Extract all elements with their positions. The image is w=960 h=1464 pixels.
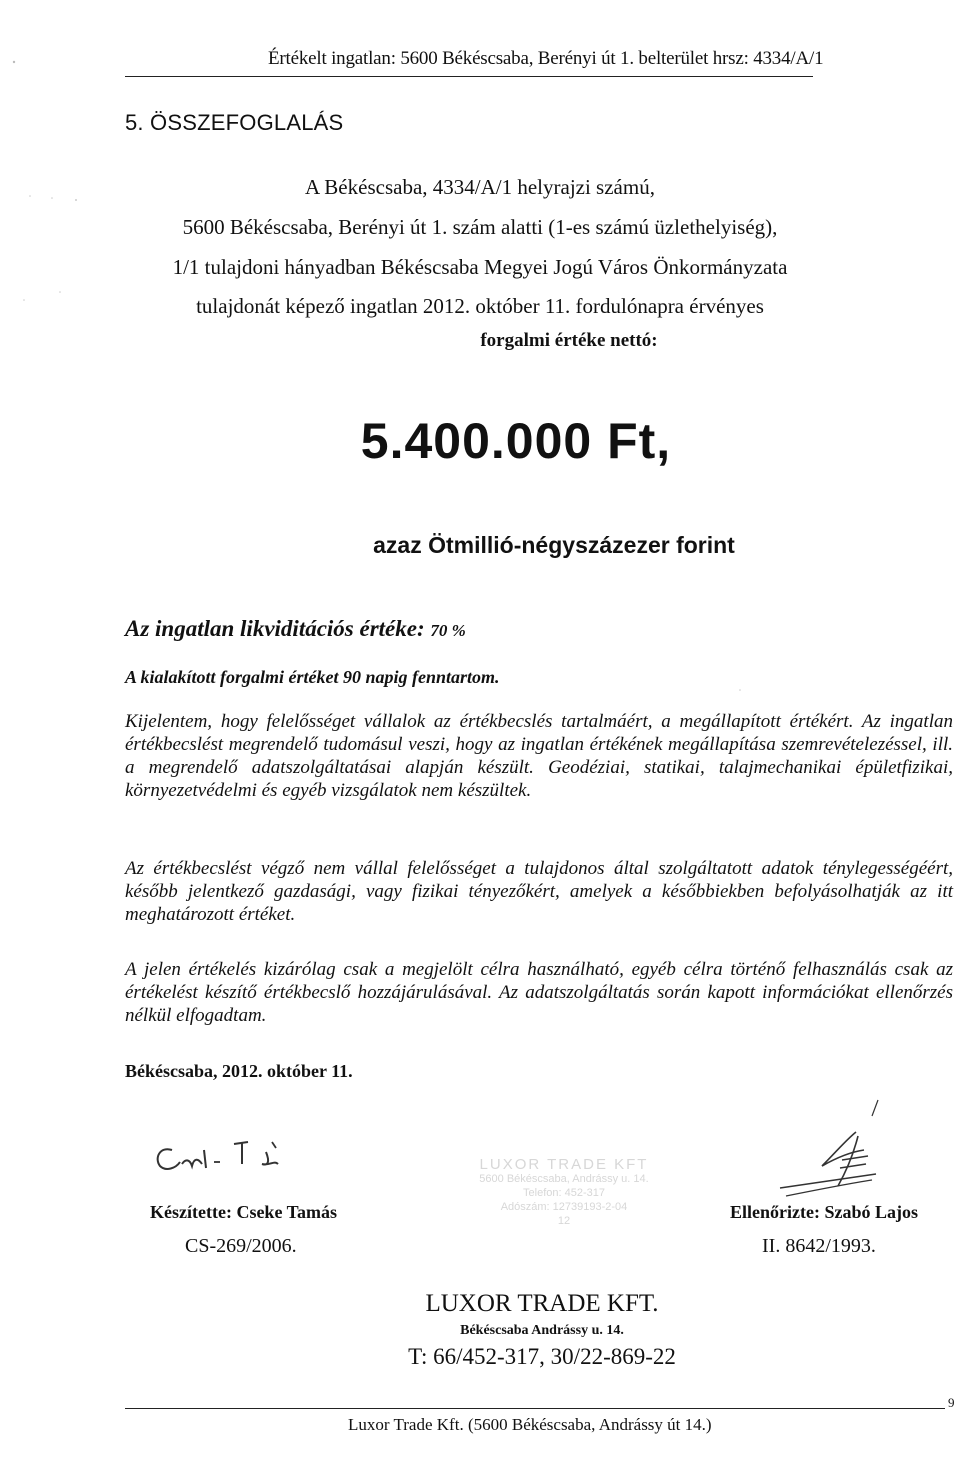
section-title: 5. ÖSSZEFOGLALÁS — [125, 110, 344, 135]
paragraph-usage: A jelen értékelés kizárólag csak a megjelölt célra használható, egyéb célra történő felhasználás csak az értékelést készítő értékbecslő hozzájárulásával. Az adatszolgáltatás során kapott információkat ellenőrzés nélkül elfogadtam. — [125, 959, 953, 1026]
company-name: LUXOR TRADE KFT. — [425, 1290, 659, 1317]
page-footer: Luxor Trade Kft. (5600 Békéscsaba, Andrássy út 14.) — [348, 1415, 712, 1434]
value-label: forgalmi értéke nettó: — [480, 330, 658, 351]
checked-by-label: Ellenőrizte: Szabó Lajos — [730, 1202, 918, 1222]
company-phone: T: 66/452-317, 30/22-869-22 — [408, 1344, 676, 1369]
intro-line-1: A Békéscsaba, 4334/A/1 helyrajzi számú, — [305, 175, 655, 199]
page-number: 9 — [948, 1395, 955, 1410]
keep-statement: A kialakított forgalmi értéket 90 napig fenntartom. — [125, 667, 500, 687]
market-value-amount: 5.400.000 Ft, — [360, 413, 672, 469]
intro-line-3: 1/1 tulajdoni hányadban Békéscsaba Megyei Jogú Város Önkormányzata — [172, 255, 788, 279]
market-value-words: azaz Ötmillió-négyszázezer forint — [373, 532, 735, 558]
stamp-line-5: 12 — [557, 1215, 571, 1227]
intro-line-2: 5600 Békéscsaba, Berényi út 1. szám alatti (1-es számú üzlethelyiség), — [182, 215, 778, 239]
paragraph-disclaimer: Az értékbecslést végző nem vállal felelősséget a tulajdonos által szolgáltatott adatok ténylegességéért, később jelentkező gazdasági, vagy fizikai tényezőkért, amelyek a későbbiekben befolyásolhatják az itt meghatározott értéket. — [125, 858, 953, 925]
checked-by-id: II. 8642/1993. — [762, 1235, 876, 1257]
liquidation-percent: 70 % — [430, 621, 466, 640]
place-date: Békéscsaba, 2012. október 11. — [125, 1061, 353, 1081]
stamp-line-1: LUXOR TRADE KFT — [479, 1156, 649, 1173]
page-header: Értékelt ingatlan: 5600 Békéscsaba, Berényi út 1. belterület hrsz: 4334/A/1 — [268, 48, 824, 69]
company-address: Békéscsaba Andrássy u. 14. — [460, 1323, 624, 1338]
intro-line-4: tulajdonát képező ingatlan 2012. október 11. fordulónapra érvényes — [196, 294, 764, 318]
stamp-line-2: 5600 Békéscsaba, Andrássy u. 14. — [479, 1173, 649, 1185]
stamp-line-3: Telefon: 452-317 — [523, 1187, 605, 1199]
prepared-by-label: Készítette: Cseke Tamás — [150, 1202, 337, 1222]
prepared-by-id: CS-269/2006. — [185, 1235, 297, 1257]
liquidation-label: Az ingatlan likviditációs értéke: — [125, 616, 425, 641]
paragraph-responsibility: Kijelentem, hogy felelősséget vállalok az értékbecslés tartalmáért, a megállapított értékért. Az ingatlan értékbecslést megrendelő tudomásul veszi, hogy az ingatlan értékének megállapítása szemrevételezéssel, ill. a megrendelő adatszolgáltatásai alapján készült. Geodéziai, statikai, talajmechanikai épületfizikai, környezetvédelmi és egyéb vizsgálatok nem készültek. — [125, 711, 953, 801]
stamp-line-4: Adószám: 12739193-2-04 — [500, 1201, 628, 1213]
